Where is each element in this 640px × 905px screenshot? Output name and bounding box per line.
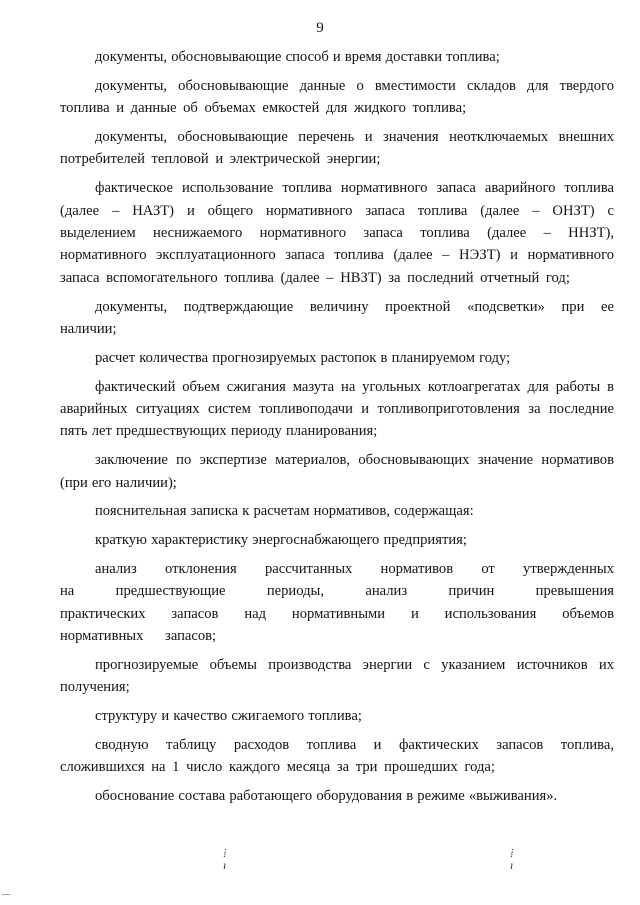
scan-artifact-mark: ⁞ ı — [510, 846, 514, 872]
paragraph-enterprise-summary: краткую характеристику энергоснабжающего предприятия; — [95, 532, 467, 549]
paragraph-explanatory-note: пояснительная записка к расчетам нормативов, содержащая: — [95, 503, 474, 520]
page-number: 9 — [316, 20, 324, 36]
paragraph-deviation-analysis: анализ отклонения рассчитанных нормативов от утвержденных на предшествующие периоды, анализ причин превышения практических запасов над нормативными и использования объемов нормативных запасов; — [60, 561, 614, 645]
paragraph-forecast-production: прогнозируемые объемы производства энергии с указанием источников их получения; — [60, 657, 614, 696]
paragraph-survival-mode: обоснование состава работающего оборудования в режиме «выживания». — [95, 788, 558, 805]
paragraph-unswitchable-consumers: документы, обосновывающие перечень и значения неотключаемых внешних потребителей тепловой и электрической энергии; — [60, 129, 614, 168]
paragraph-backlight: документы, подтверждающие величину проектной «подсветки» при ее наличии; — [60, 298, 614, 338]
paragraph-fuel-structure: структуру и качество сжигаемого топлива; — [95, 708, 362, 725]
scan-artifact-mark: — — [2, 889, 11, 899]
paragraph-delivery-method: документы, обосновывающие способ и время доставки топлива; — [95, 49, 500, 65]
paragraph-kindling-count: расчет количества прогнозируемых растопок в планируемом году; — [95, 349, 511, 366]
paragraph-summary-table: сводную таблицу расходов топлива и фактических запасов топлива, сложившихся на 1 число каждого месяца за три прошедших года; — [60, 737, 614, 776]
paragraph-storage-capacity: документы, обосновывающие данные о вместимости складов для твердого топлива и данные об объемах емкостей для жидкого топлива; — [60, 77, 614, 117]
paragraph-expert-conclusion: заключение по экспертизе материалов, обосновывающих значение нормативов (при его наличии); — [60, 452, 614, 491]
scan-artifact-mark: ⁞ ı — [223, 846, 227, 872]
document-body — [60, 46, 614, 814]
paragraph-actual-fuel-use: фактическое использование топлива нормативного запаса аварийного топлива (далее – НАЗТ) и общего нормативного запаса топлива (далее – ОНЗТ) с выделением неснижаемого нормативного запаса топлива (далее – ННЗТ), нормативного эксплуатационного запаса топлива (далее – НЭЗТ) и нормативного запаса вспомогательного топлива (далее – НВЗТ) за последний отчетный год; — [60, 180, 614, 286]
paragraph-fuel-oil-volume: фактический объем сжигания мазута на угольных котлоагрегатах для работы в аварийных ситуациях систем топливоподачи и топливоприготовления за последние пять лет предшествующих периоду планирования; — [60, 378, 614, 440]
